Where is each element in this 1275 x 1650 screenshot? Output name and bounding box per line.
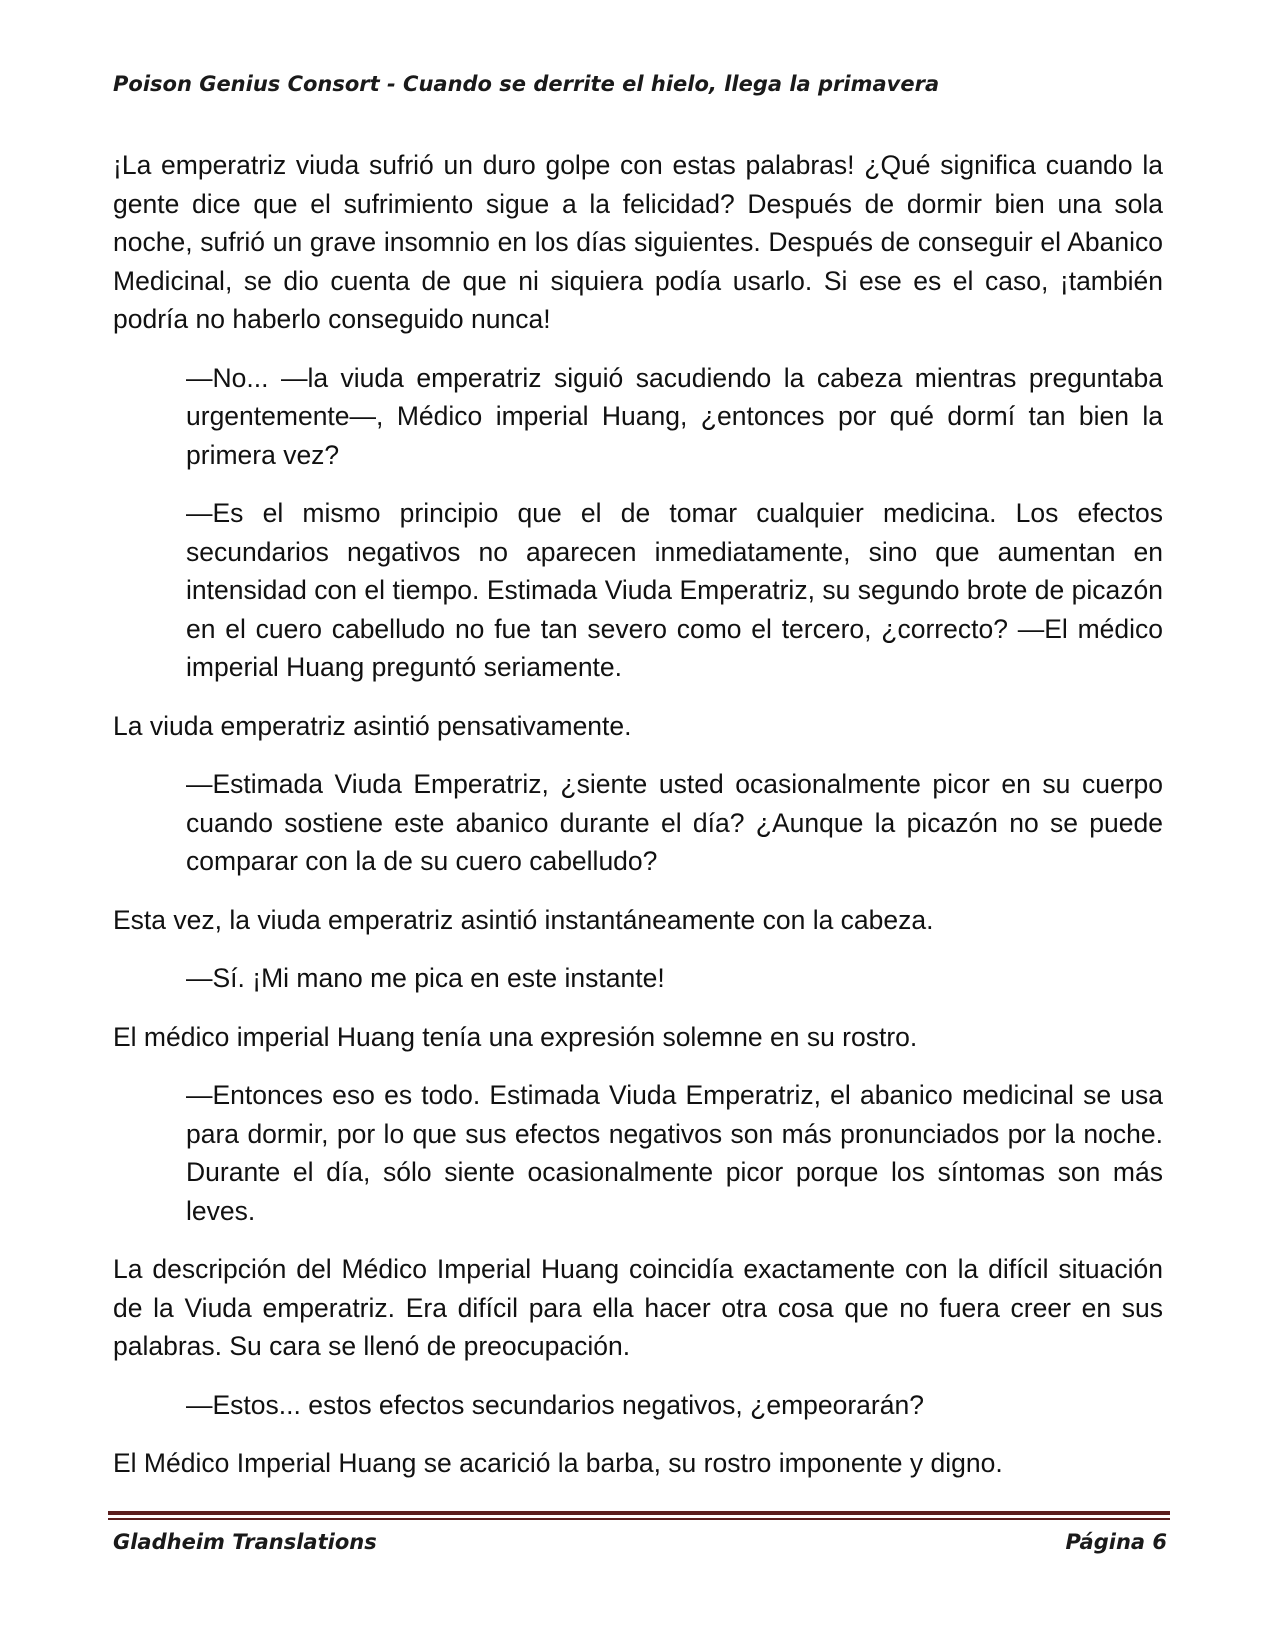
paragraph-narration: El Médico Imperial Huang se acarició la barba, su rostro imponente y digno. [113, 1448, 1003, 1478]
body-text [113, 146, 1163, 1503]
footer-rule-thick [108, 1511, 1170, 1515]
paragraph-narration: ¡La emperatriz viuda sufrió un duro golpe con estas palabras! ¿Qué significa cuando la gente dice que el sufrimiento sigue a la felicidad? Después de dormir bien una sola noche, sufrió un grave insomnio en los días siguientes. Después de conseguir el Abanico Medicinal, se dio cuenta de que ni siquiera podía usarlo. Si ese es el caso, ¡también podría no haberlo conseguido nunca! [113, 150, 1163, 334]
footer-publisher: Gladheim Translations [113, 1530, 377, 1554]
running-header: Poison Genius Consort - Cuando se derrite el hielo, llega la primavera [113, 72, 940, 96]
paragraph-dialogue: —No... —la viuda emperatriz siguió sacudiendo la cabeza mientras preguntaba urgentemente—, Médico imperial Huang, ¿entonces por qué dormí tan bien la primera vez? [186, 362, 1163, 470]
paragraph-narration: La viuda emperatriz asintió pensativamente. [113, 710, 632, 741]
paragraph-dialogue: —Sí. ¡Mi mano me pica en este instante! [186, 963, 665, 993]
paragraph-dialogue: —Entonces eso es todo. Estimada Viuda Emperatriz, el abanico medicinal se usa para dormir, por lo que sus efectos negativos son más pronunciados por la noche. Durante el día, sólo siente ocasionalmente picor porque los síntomas son más leves. [186, 1080, 1163, 1226]
paragraph-narration: Esta vez, la viuda emperatriz asintió instantáneamente con la cabeza. [113, 904, 934, 935]
paragraph-dialogue: —Estimada Viuda Emperatriz, ¿siente usted ocasionalmente picor en su cuerpo cuando sostiene este abanico durante el día? ¿Aunque la picazón no se puede comparar con la de su cuero cabelludo? [186, 769, 1163, 876]
paragraph-dialogue: —Estos... estos efectos secundarios negativos, ¿empeorarán? [186, 1389, 924, 1420]
footer-rule-thin [108, 1518, 1170, 1520]
paragraph-narration: El médico imperial Huang tenía una expresión solemne en su rostro. [113, 1021, 918, 1052]
paragraph-dialogue: —Es el mismo principio que el de tomar cualquier medicina. Los efectos secundarios negativos no aparecen inmediatamente, sino que aumentan en intensidad con el tiempo. Estimada Viuda Emperatriz, su segundo brote de picazón en el cuero cabelludo no fue tan severo como el tercero, ¿correcto? —El médico imperial Huang preguntó seriamente. [186, 498, 1163, 682]
paragraph-narration: La descripción del Médico Imperial Huang coincidía exactamente con la difícil situación de la Viuda emperatriz. Era difícil para ella hacer otra cosa que no fuera creer en sus palabras. Su cara se llenó de preocupación. [113, 1254, 1163, 1361]
footer-page-number: Página 6 [1065, 1530, 1167, 1554]
